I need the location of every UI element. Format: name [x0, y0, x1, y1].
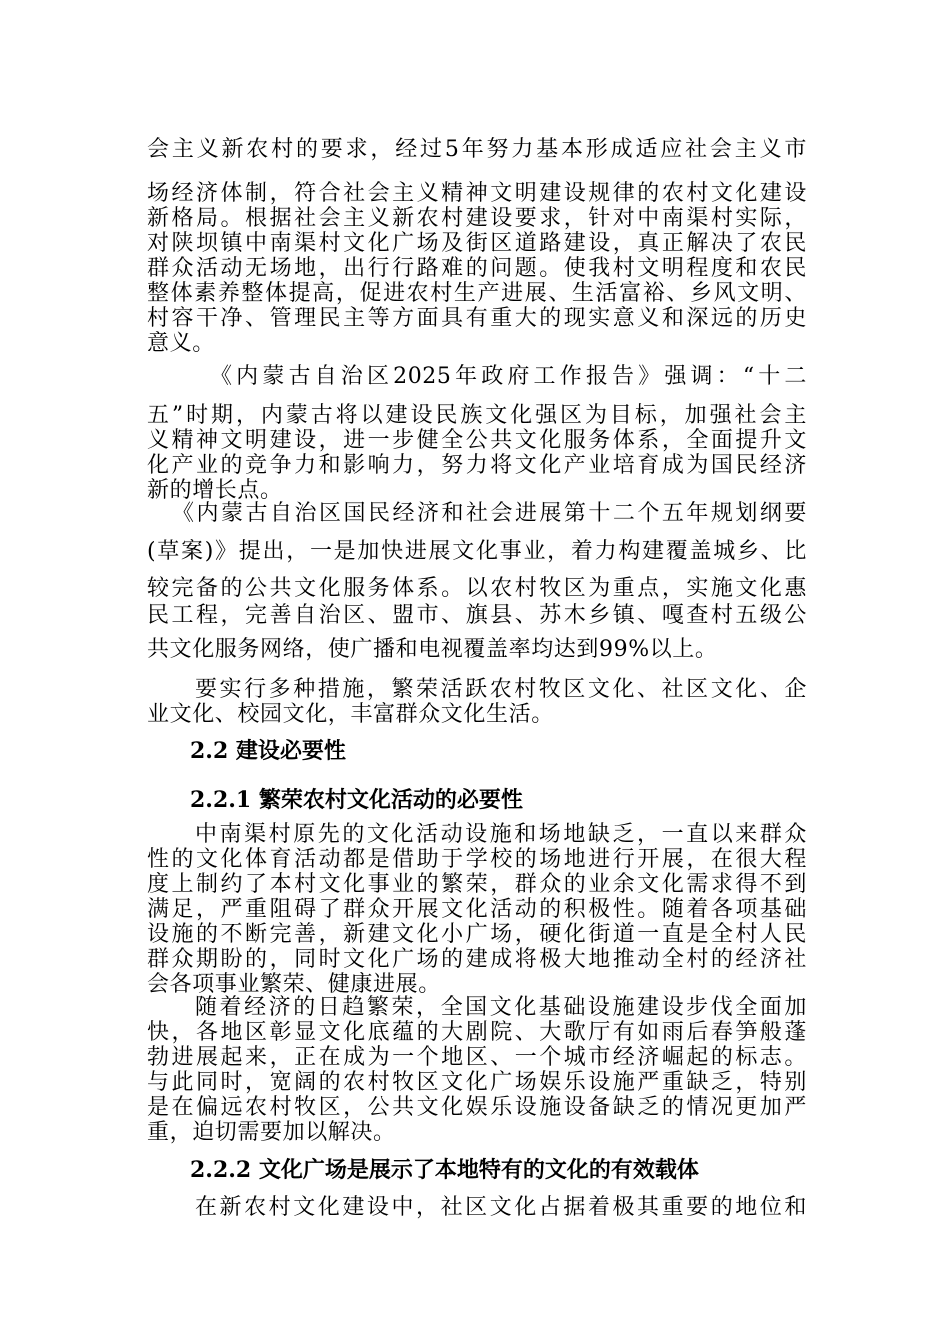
- paragraph-2-line-3: 义精神文明建设，进一步健全公共文化服务体系，全面提升文: [147, 428, 807, 453]
- paragraph-5-line-6: 群众期盼的，同时文化广场的建成将极大地推动全村的经济社: [147, 947, 807, 972]
- paragraph-6-line-4: 与此同时，宽阔的农村牧区文化广场娱乐设施严重缺乏，特别: [147, 1070, 807, 1095]
- section-heading-2-2: 2.2 建设必要性: [190, 738, 346, 764]
- paragraph-4-line-1: 要实行多种措施，繁荣活跃农村牧区文化、社区文化、企: [195, 677, 807, 702]
- subsection-heading-2-2-2: 2.2.2 文化广场是展示了本地特有的文化的有效载体: [190, 1157, 699, 1183]
- paragraph-5-line-7: 会各项事业繁荣、健康进展。: [147, 972, 441, 997]
- paragraph-6-line-5: 是在偏远农村牧区，公共文化娱乐设施设备缺乏的情况更加严: [147, 1095, 807, 1120]
- paragraph-7-line-1: 在新农村文化建设中，社区文化占据着极其重要的地位和: [195, 1195, 807, 1220]
- paragraph-2-line-1: 《内蒙古自治区2025年政府工作报告》强调：“十二: [210, 364, 807, 389]
- paragraph-1-line-3: 新格局。根据社会主义新农村建设要求，针对中南渠村实际，: [147, 206, 807, 231]
- paragraph-1-line-7: 村容干净、管理民主等方面具有重大的现实意义和深远的历史: [147, 306, 807, 331]
- paragraph-2-line-5: 新的增长点。: [147, 478, 283, 503]
- paragraph-6-line-3: 勃进展起来，正在成为一个地区、一个城市经济崛起的标志。: [147, 1045, 807, 1070]
- paragraph-5-line-3: 度上制约了本村文化事业的繁荣，群众的业余文化需求得不到: [147, 872, 807, 897]
- paragraph-2-line-2: 五”时期，内蒙古将以建设民族文化强区为目标，加强社会主: [147, 403, 807, 428]
- paragraph-1-line-4: 对陕坝镇中南渠村文化广场及街区道路建设，真正解决了农民: [147, 231, 807, 256]
- paragraph-5-line-5: 设施的不断完善，新建文化小广场，硬化街道一直是全村人民: [147, 922, 807, 947]
- paragraph-6-line-1: 随着经济的日趋繁荣，全国文化基础设施建设步伐全面加: [195, 995, 807, 1020]
- paragraph-1-line-8: 意义。: [147, 331, 215, 356]
- paragraph-6-line-6: 重，迫切需要加以解决。: [147, 1120, 396, 1145]
- paragraph-6-line-2: 快，各地区彰显文化底蕴的大剧院、大歌厅有如雨后春笋般蓬: [147, 1020, 807, 1045]
- paragraph-5-line-4: 满足，严重阻碍了群众开展文化活动的积极性。随着各项基础: [147, 897, 807, 922]
- paragraph-5-line-1: 中南渠村原先的文化活动设施和场地缺乏，一直以来群众: [195, 822, 807, 847]
- paragraph-1-line-1: 会主义新农村的要求，经过5年努力基本形成适应社会主义市: [147, 137, 807, 162]
- paragraph-5-line-2: 性的文化体育活动都是借助于学校的场地进行开展，在很大程: [147, 847, 807, 872]
- paragraph-2-line-4: 化产业的竞争力和影响力，努力将文化产业培育成为国民经济: [147, 453, 807, 478]
- paragraph-3-line-1: 《内蒙古自治区国民经济和社会进展第十二个五年规划纲要: [172, 501, 807, 526]
- paragraph-3-line-4: 民工程，完善自治区、盟市、旗县、苏木乡镇、嘎查村五级公: [147, 603, 807, 628]
- paragraph-3-line-2: (草案)》提出，一是加快进展文化事业，着力构建覆盖城乡、比: [147, 539, 807, 564]
- paragraph-4-line-2: 业文化、校园文化，丰富群众文化生活。: [147, 702, 554, 727]
- paragraph-3-line-3: 较完备的公共文化服务体系。以农村牧区为重点，实施文化惠: [147, 576, 807, 601]
- paragraph-1-line-6: 整体素养整体提高，促进农村生产进展、生活富裕、乡风文明、: [147, 281, 807, 306]
- paragraph-1-line-5: 群众活动无场地，出行行路难的问题。使我村文明程度和农民: [147, 256, 807, 281]
- subsection-heading-2-2-1: 2.2.1 繁荣农村文化活动的必要性: [190, 787, 523, 813]
- paragraph-1-line-2: 场经济体制，符合社会主义精神文明建设规律的农村文化建设: [147, 181, 807, 206]
- paragraph-3-line-5: 共文化服务网络，使广播和电视覆盖率均达到99%以上。: [147, 637, 718, 662]
